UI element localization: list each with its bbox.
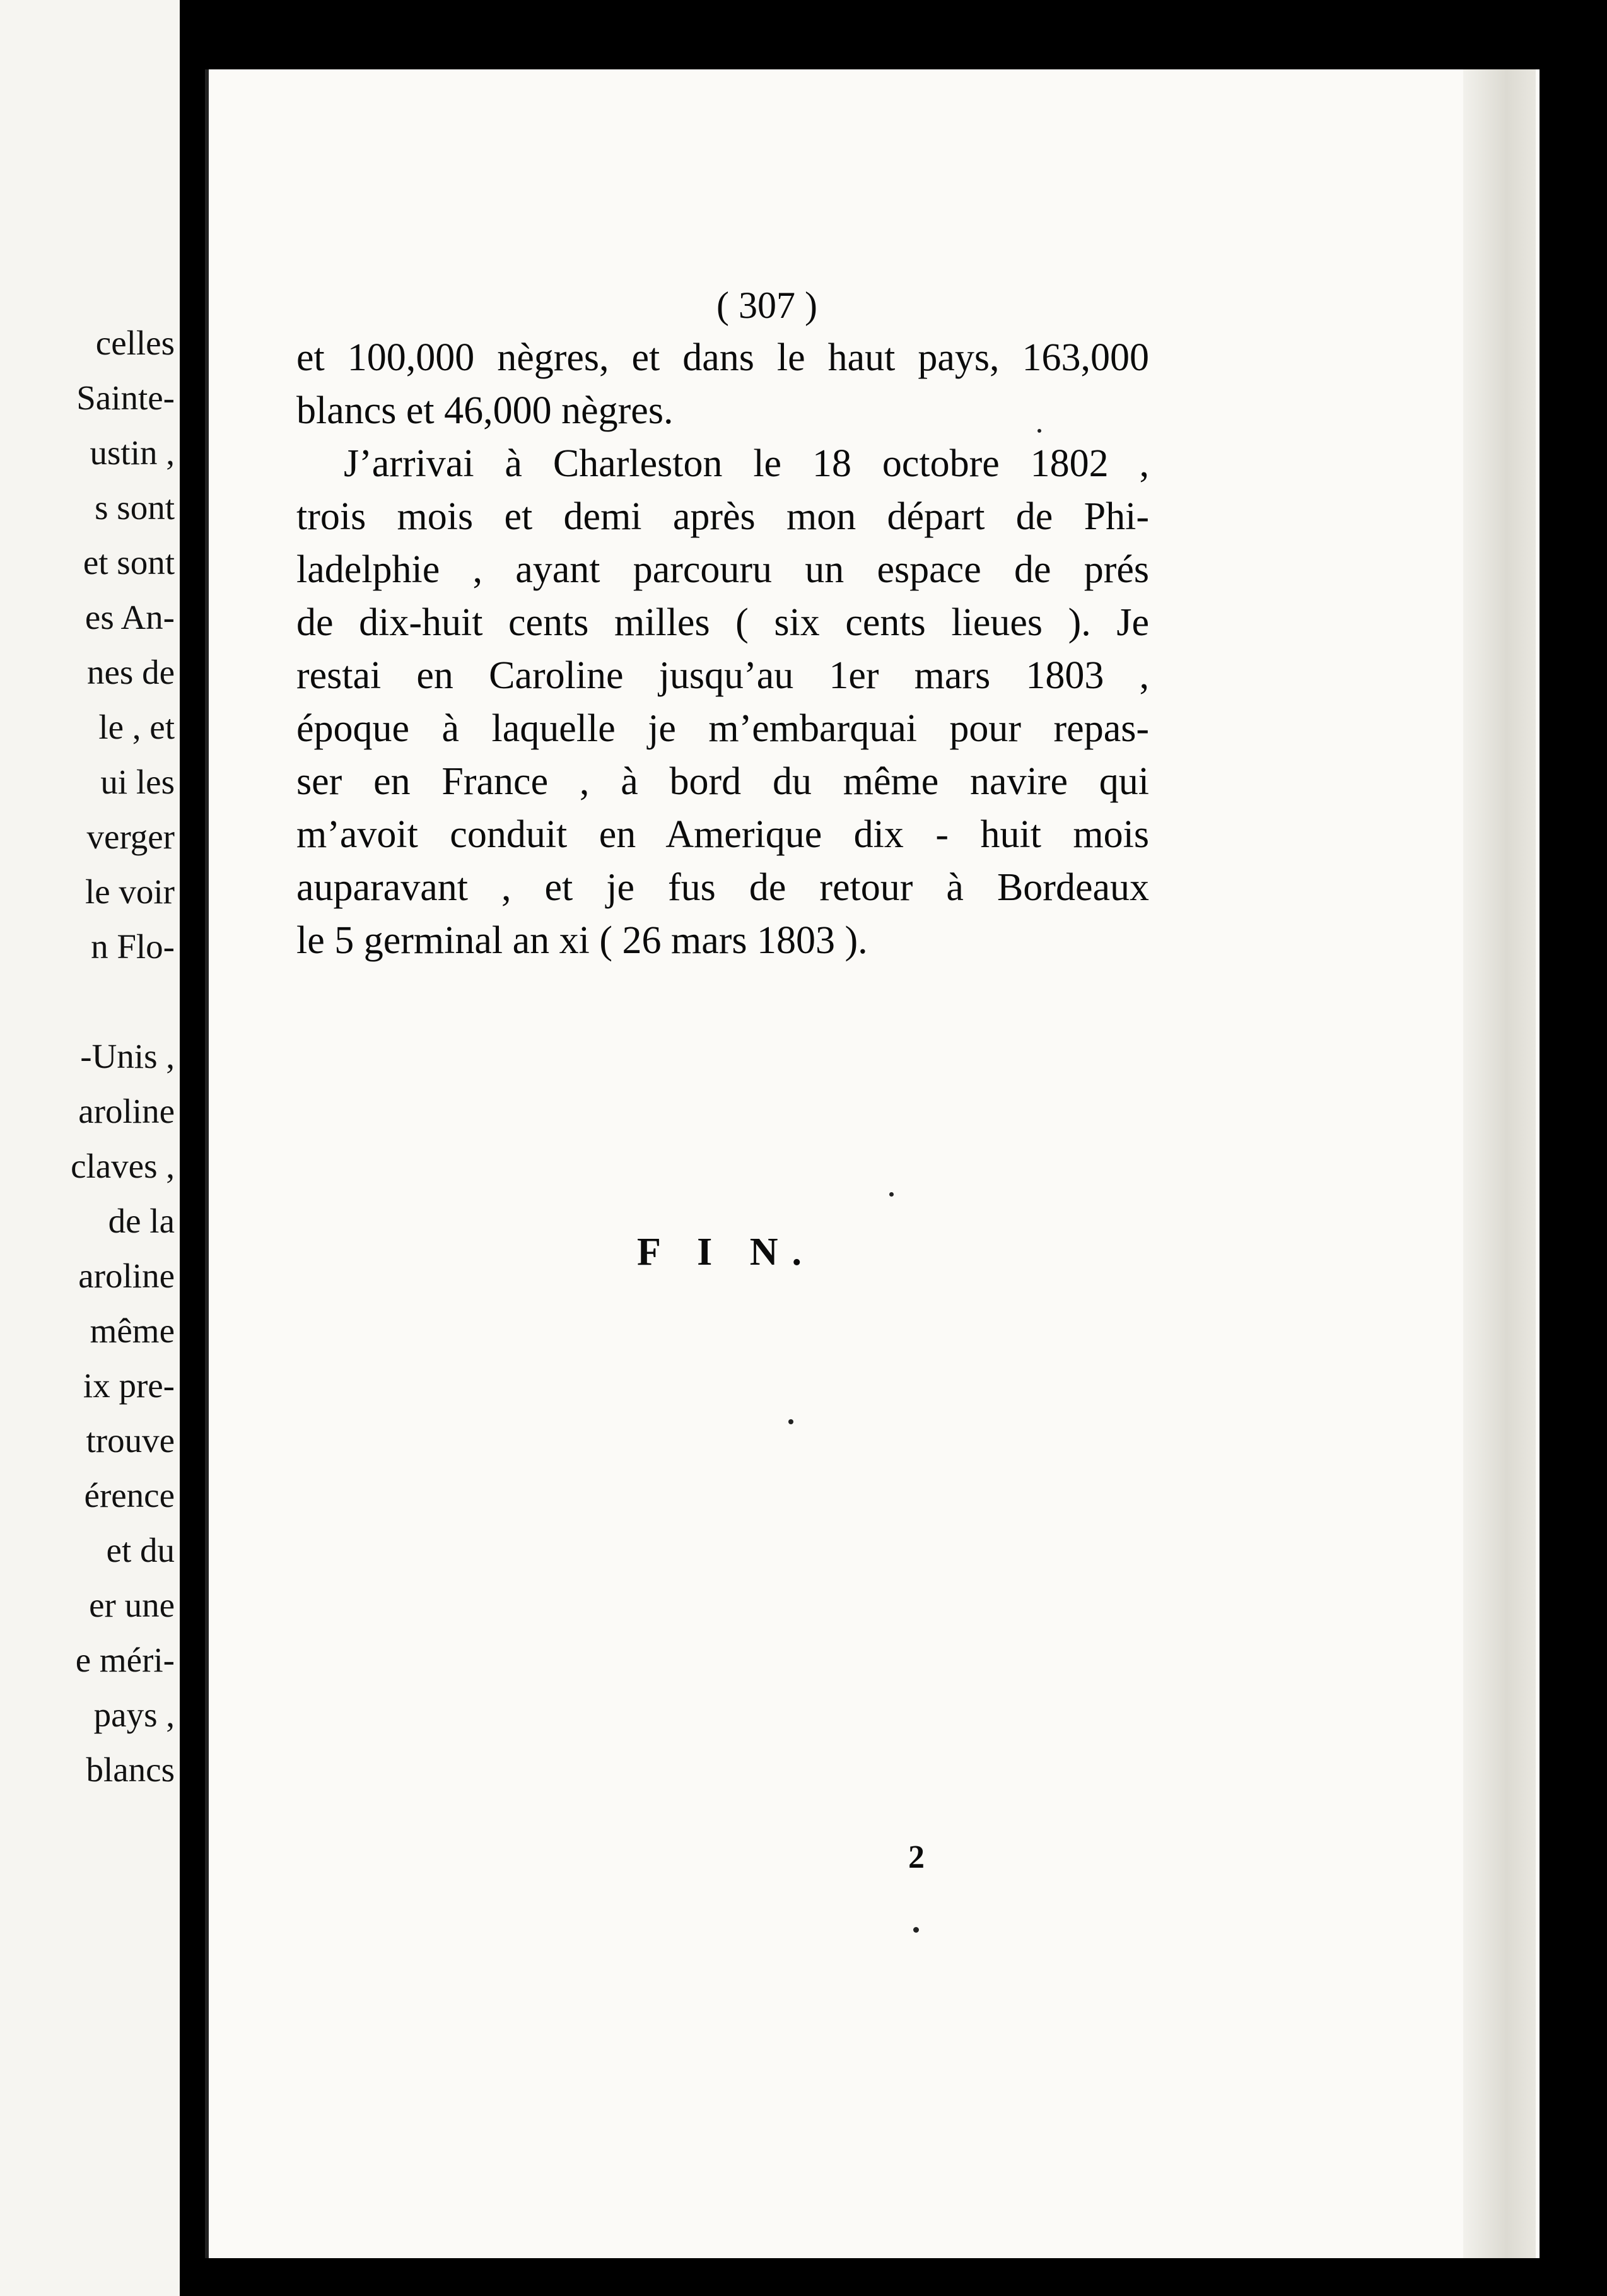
text-line: J’arrivai à Charleston le 18 octobre 1802 , <box>344 442 1149 485</box>
text-line: blancs et 46,000 nègres. <box>296 389 674 432</box>
left-page-line: -Unis , <box>80 1037 175 1075</box>
left-page-line <box>71 974 175 1029</box>
left-page-line: et sont <box>83 543 175 582</box>
end-mark: F I N. <box>637 1231 815 1274</box>
left-page-line: érence <box>84 1476 175 1514</box>
left-page-line: et du <box>106 1531 175 1569</box>
main-text-block <box>296 284 1149 967</box>
left-page-line: es An- <box>85 598 175 636</box>
left-page-line: n Flo- <box>91 927 175 966</box>
left-page-line: e méri- <box>75 1641 175 1679</box>
left-page-line: aroline <box>78 1092 175 1130</box>
left-page-line: verger <box>86 817 175 856</box>
left-page-line: le , et <box>98 708 175 746</box>
text-line: et 100,000 nègres, et dans le haut pays, 163,000 <box>296 336 1149 379</box>
left-page-line: trouve <box>86 1421 175 1460</box>
left-page-line: de la <box>108 1202 175 1240</box>
left-page-line: le voir <box>85 872 175 911</box>
left-page-line: claves , <box>71 1147 175 1185</box>
text-line: m’avoit conduit en Amerique dix - huit mois <box>296 813 1149 856</box>
left-page-text <box>71 315 175 1797</box>
paragraph-1 <box>296 331 1149 437</box>
paragraph-2 <box>296 437 1149 967</box>
gutter <box>180 0 205 2296</box>
ink-speck <box>889 1192 894 1197</box>
text-line: le 5 germinal an xi ( 26 mars 1803 ). <box>296 919 868 962</box>
text-line: époque à laquelle je m’embarquai pour repas- <box>296 707 1149 750</box>
page-edge <box>1463 69 1536 2258</box>
text-line: trois mois et demi après mon départ de Phi- <box>296 495 1149 538</box>
left-page-line: nes de <box>87 653 175 691</box>
page-number: ( 307 ) <box>716 284 817 326</box>
signature-mark: 2 <box>908 1839 925 1875</box>
left-page-line: blancs <box>86 1750 175 1789</box>
left-page-line: er une <box>89 1586 175 1624</box>
left-page-line: aroline <box>78 1256 175 1295</box>
text-line: ladelphie , ayant parcouru un espace de prés <box>296 548 1149 591</box>
left-page-line: même <box>90 1311 175 1350</box>
left-page-line: ui les <box>100 763 175 801</box>
left-page-line: pays , <box>93 1696 175 1734</box>
ink-speck <box>788 1419 793 1424</box>
left-page-fragment <box>0 0 180 2296</box>
text-line: restai en Caroline jusqu’au 1er mars 1803 , <box>296 654 1149 697</box>
left-page-line: ustin , <box>90 433 175 472</box>
text-line: ser en France , à bord du même navire qui <box>296 760 1149 803</box>
left-page-line: celles <box>95 324 175 362</box>
text-line: auparavant , et je fus de retour à Bordeaux <box>296 866 1149 909</box>
text-line: de dix-huit cents milles ( six cents lieues ). Je <box>296 601 1149 644</box>
left-page-line: ix pre- <box>83 1366 175 1405</box>
left-page-line: Sainte- <box>76 378 175 417</box>
ink-speck <box>913 1927 919 1933</box>
left-page-line: s sont <box>95 488 175 527</box>
